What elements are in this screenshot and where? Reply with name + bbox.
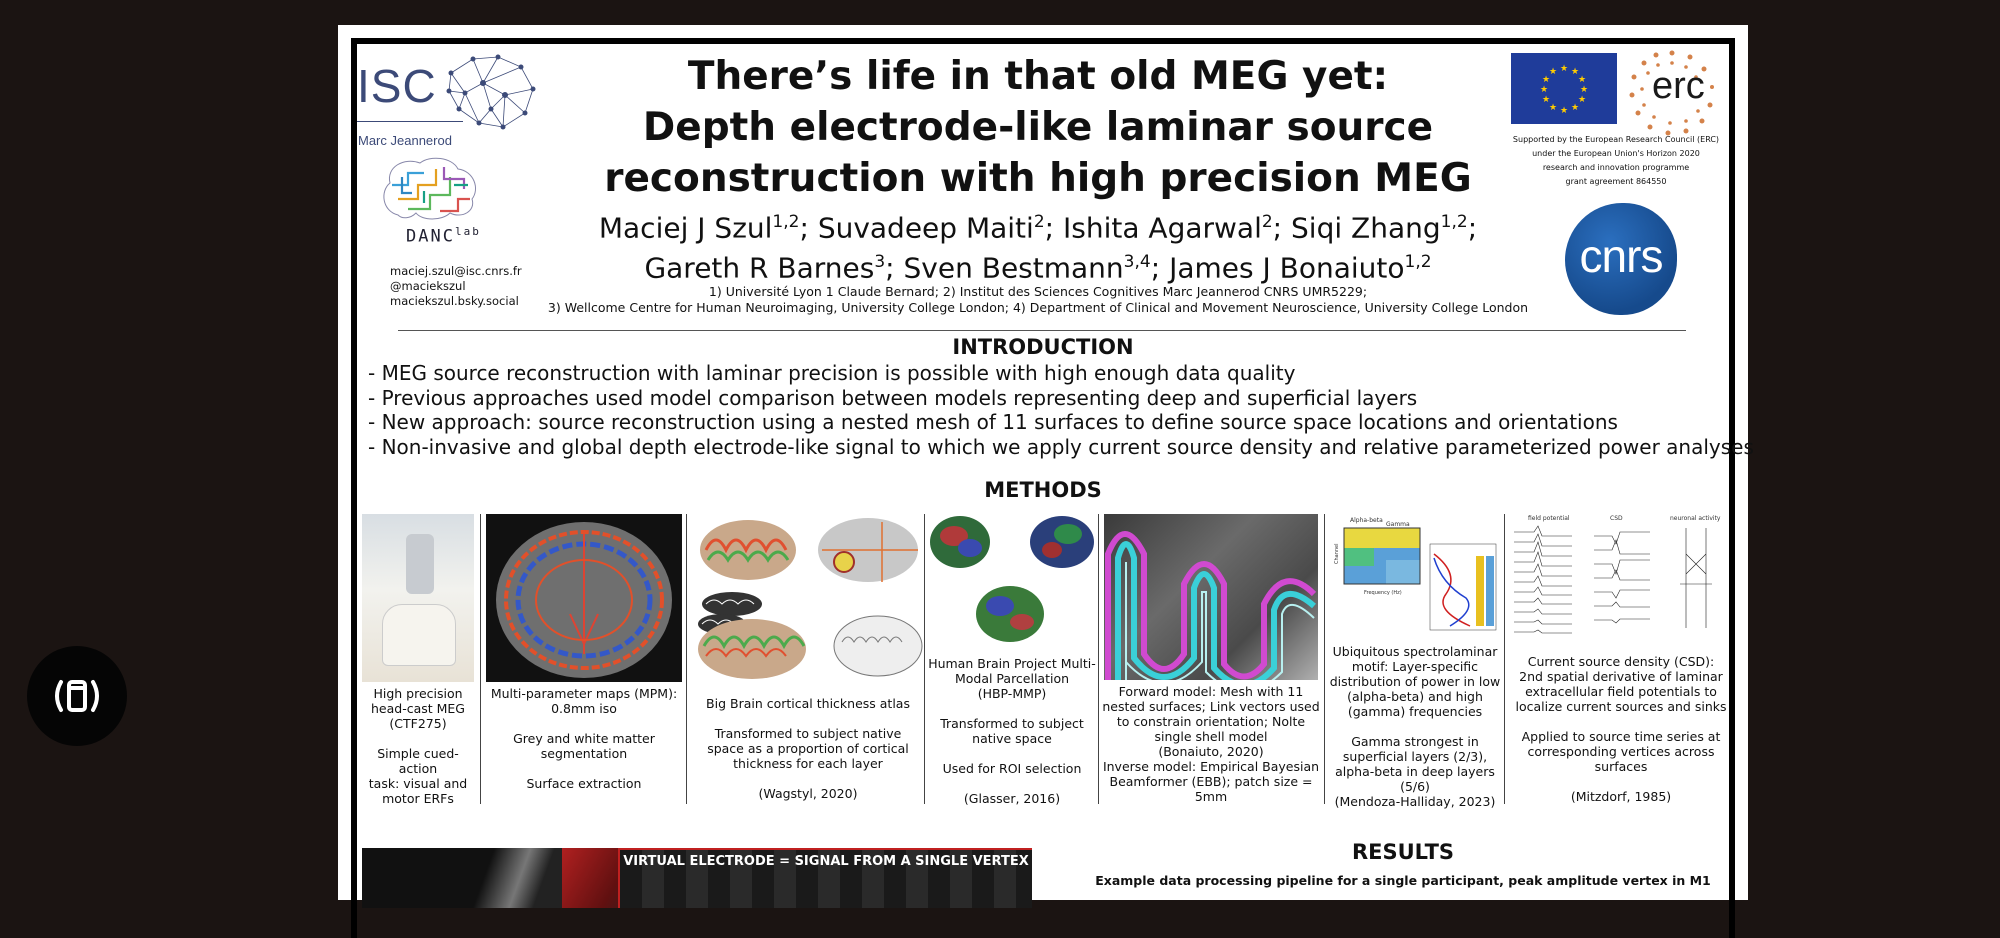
svg-text:★: ★ xyxy=(1548,103,1558,113)
virtual-electrode-label: VIRTUAL ELECTRODE = SIGNAL FROM A SINGLE VERTEX xyxy=(623,854,1029,869)
danc-name: DANC xyxy=(406,226,455,247)
methods-column-bigbrain xyxy=(692,514,924,809)
svg-text:★: ★ xyxy=(1577,75,1587,85)
poster xyxy=(338,25,1754,900)
author-affil: 1,2 xyxy=(772,212,800,232)
column-divider xyxy=(1504,514,1505,804)
parcellation-image xyxy=(928,514,1096,652)
methods-column-parcellation xyxy=(928,514,1096,809)
reader-mode-button[interactable] xyxy=(27,646,127,746)
svg-text:★: ★ xyxy=(1548,67,1558,77)
erc-support-line: under the European Union's Horizon 2020 xyxy=(1532,149,1700,158)
author-affil: 2 xyxy=(1033,212,1045,232)
svg-text:★: ★ xyxy=(1559,106,1569,116)
csd-c-label: neuronal activity xyxy=(1670,515,1721,522)
meg-scanner-image xyxy=(362,514,474,682)
introduction-list xyxy=(368,361,1754,459)
affiliations xyxy=(518,284,1558,316)
csd-b-label: CSD xyxy=(1610,515,1623,522)
author-line-2: Gareth R Barnes$^3$; Sven Bestmann$^{3,4}$; James J Bonaiuto$^{1,2}$ xyxy=(644,251,1432,285)
column-caption: Multi-parameter maps (MPM): 0.8mm iso Grey and white matter segmentation Surface extraction xyxy=(490,686,678,791)
spectro-gamma-label: Gamma xyxy=(1386,521,1410,528)
cortical-thickness-icon xyxy=(692,514,924,694)
title-line-2: Depth electrode-like laminar source xyxy=(642,105,1434,150)
eu-stars-icon xyxy=(1511,53,1617,124)
spectro-channel-label: Channel xyxy=(1334,543,1340,564)
cnrs-logo xyxy=(1565,203,1677,315)
cortical-mesh-icon xyxy=(1104,514,1318,680)
methods-column-meg xyxy=(362,514,474,809)
author: Sven Bestmann xyxy=(903,251,1124,285)
brain-circuit-icon xyxy=(378,155,482,223)
svg-text:★: ★ xyxy=(1539,85,1549,95)
erc-text: erc xyxy=(1652,65,1705,107)
author: Siqi Zhang xyxy=(1291,211,1441,245)
affiliation-line-1: 1) Université Lyon 1 Claude Bernard; 2) Institut des Sciences Cognitives Marc Jeannerod CNRS UMR5229; xyxy=(708,284,1368,299)
virtual-electrode-panel xyxy=(618,848,1032,908)
author-affil: 2 xyxy=(1261,212,1273,232)
list-item: - Previous approaches used model comparison between models representing deep and superficial layers xyxy=(368,385,1418,410)
svg-text:★: ★ xyxy=(1570,103,1580,113)
column-caption: Ubiquitous spectrolaminar motif: Layer-specific distribution of power in low (alpha-beta) and high (gamma) frequencies Gamma strongest in superficial layers (2/3), alpha-beta in deep layers (5/6) (Mendoza-Halliday, 2023) xyxy=(1329,644,1501,809)
csd-figure xyxy=(1510,514,1732,650)
svg-text:★: ★ xyxy=(1570,67,1580,77)
column-caption: Current source density (CSD): 2nd spatial derivative of laminar extracellular field potentials to localize current sources and sinks Applied to source time series at corresponding vertices across surfaces (Mitzdorf, 1985) xyxy=(1515,654,1727,804)
author: James J Bonaiuto xyxy=(1169,251,1405,285)
author-affil: 1,2 xyxy=(1440,212,1468,232)
introduction-heading: INTRODUCTION xyxy=(952,335,1134,359)
erc-support-text xyxy=(1506,133,1726,189)
erc-support-line: Supported by the European Research Council (ERC) xyxy=(1512,135,1720,144)
list-item: - New approach: source reconstruction using a nested mesh of 11 surfaces to define source space locations and orientations xyxy=(368,410,1618,434)
network-icon xyxy=(443,53,539,133)
column-caption: High precision head-cast MEG (CTF275) Simple cued-action task: visual and motor ERFs xyxy=(368,686,468,806)
methods-column-forward-model xyxy=(1102,514,1320,809)
column-divider xyxy=(1098,514,1099,804)
isc-logo xyxy=(357,53,537,148)
cnrs-text: cnrs xyxy=(1579,230,1663,282)
svg-text:★: ★ xyxy=(1541,95,1551,105)
list-item: - MEG source reconstruction with laminar precision is possible with high enough data quality xyxy=(368,361,1296,385)
mpm-brain-image xyxy=(486,514,682,682)
column-divider xyxy=(480,514,481,804)
svg-text:★: ★ xyxy=(1579,85,1589,95)
author-affil: 3,4 xyxy=(1123,252,1151,273)
column-caption: Forward model: Mesh with 11 nested surfaces; Link vectors used to constrain orientation; Nolte single shell model (Bonaiuto, 2020) Inverse model: Empirical Bayesian Beamformer (EBB); patch size = 5mm xyxy=(1102,684,1320,804)
poster-title xyxy=(538,51,1538,204)
eu-flag xyxy=(1511,53,1617,124)
erc-support-line: research and innovation programme xyxy=(1542,163,1690,172)
affiliation-line-2: 3) Wellcome Centre for Human Neuroimaging, University College London; 4) Department of Clinical and Movement Neuroscience, University College London xyxy=(547,300,1529,315)
author-affil: 1,2 xyxy=(1404,252,1432,273)
brain-parcels-icon xyxy=(928,514,1096,652)
spectro-freq-label: Frequency (Hz) xyxy=(1364,590,1402,596)
author-list xyxy=(518,205,1558,286)
danc-sup: lab xyxy=(454,225,481,238)
spectrolaminar-plot-icon xyxy=(1330,514,1500,640)
methods-column-csd xyxy=(1508,514,1734,809)
csd-traces-icon xyxy=(1510,514,1732,650)
methods-heading: METHODS xyxy=(984,478,1102,502)
virtual-electrode-figure xyxy=(362,848,1032,908)
erc-logo xyxy=(1624,45,1720,141)
title-line-1: There’s life in that old MEG yet: xyxy=(687,54,1389,99)
methods-column-mpm xyxy=(486,514,682,809)
isc-logo-text: ISC xyxy=(357,60,437,112)
column-caption: Big Brain cortical thickness atlas Transformed to subject native space as a proportion of cortical thickness for each layer (Wagstyl, 2020) xyxy=(706,696,910,801)
author: Suvadeep Maiti xyxy=(817,211,1034,245)
contact-handle[interactable]: @maciekszul xyxy=(390,279,466,293)
meg-dewar xyxy=(406,534,434,594)
results-heading: RESULTS xyxy=(1351,840,1455,864)
contact-bsky[interactable]: maciekszul.bsky.social xyxy=(390,294,519,308)
spectro-alpha-label: Alpha-beta xyxy=(1350,517,1383,524)
methods-column-spectrolaminar xyxy=(1328,514,1502,809)
column-caption: Human Brain Project Multi- Modal Parcellation (HBP-MMP) Transformed to subject native space Used for ROI selection (Glasser, 2016) xyxy=(928,656,1096,806)
author: Maciej J Szul xyxy=(598,211,773,245)
erc-support-line: grant agreement 864550 xyxy=(1565,177,1667,186)
author: Ishita Agarwal xyxy=(1063,211,1262,245)
brain-segmentation-icon xyxy=(486,514,682,682)
nested-mesh-image xyxy=(1104,514,1318,680)
danc-text xyxy=(406,225,481,247)
svg-text:★: ★ xyxy=(1577,95,1587,105)
header-divider xyxy=(398,330,1686,331)
list-item: - Non-invasive and global depth electrode-like signal to which we apply current source density and relative parameterized power analyses xyxy=(368,434,1754,459)
column-divider xyxy=(686,514,687,804)
column-divider xyxy=(924,514,925,804)
results-subheading: Example data processing pipeline for a single participant, peak amplitude vertex in M1 xyxy=(1095,873,1711,888)
bigbrain-image xyxy=(692,514,924,694)
reader-mode-icon xyxy=(51,676,103,716)
meg-chair xyxy=(382,604,456,666)
title-line-3: reconstruction with high precision MEG xyxy=(604,156,1472,201)
csd-a-label: field potential xyxy=(1528,515,1570,522)
author-line-1: Maciej J Szul$^{1,2}$; Suvadeep Maiti$^2$; Ishita Agarwal$^2$; Siqi Zhang$^{1,2}$; xyxy=(598,211,1478,245)
column-divider xyxy=(1324,514,1325,804)
danc-lab-logo xyxy=(378,155,498,275)
author-affil: 3 xyxy=(874,252,886,273)
isc-logo-subtitle: Marc Jeannerod xyxy=(358,133,452,148)
author: Gareth R Barnes xyxy=(644,251,875,285)
contact-block xyxy=(390,264,522,309)
svg-text:★: ★ xyxy=(1541,75,1551,85)
spectrolaminar-figure xyxy=(1330,514,1500,640)
contact-email[interactable]: maciej.szul@isc.cnrs.fr xyxy=(390,264,522,278)
svg-text:★: ★ xyxy=(1559,64,1569,74)
